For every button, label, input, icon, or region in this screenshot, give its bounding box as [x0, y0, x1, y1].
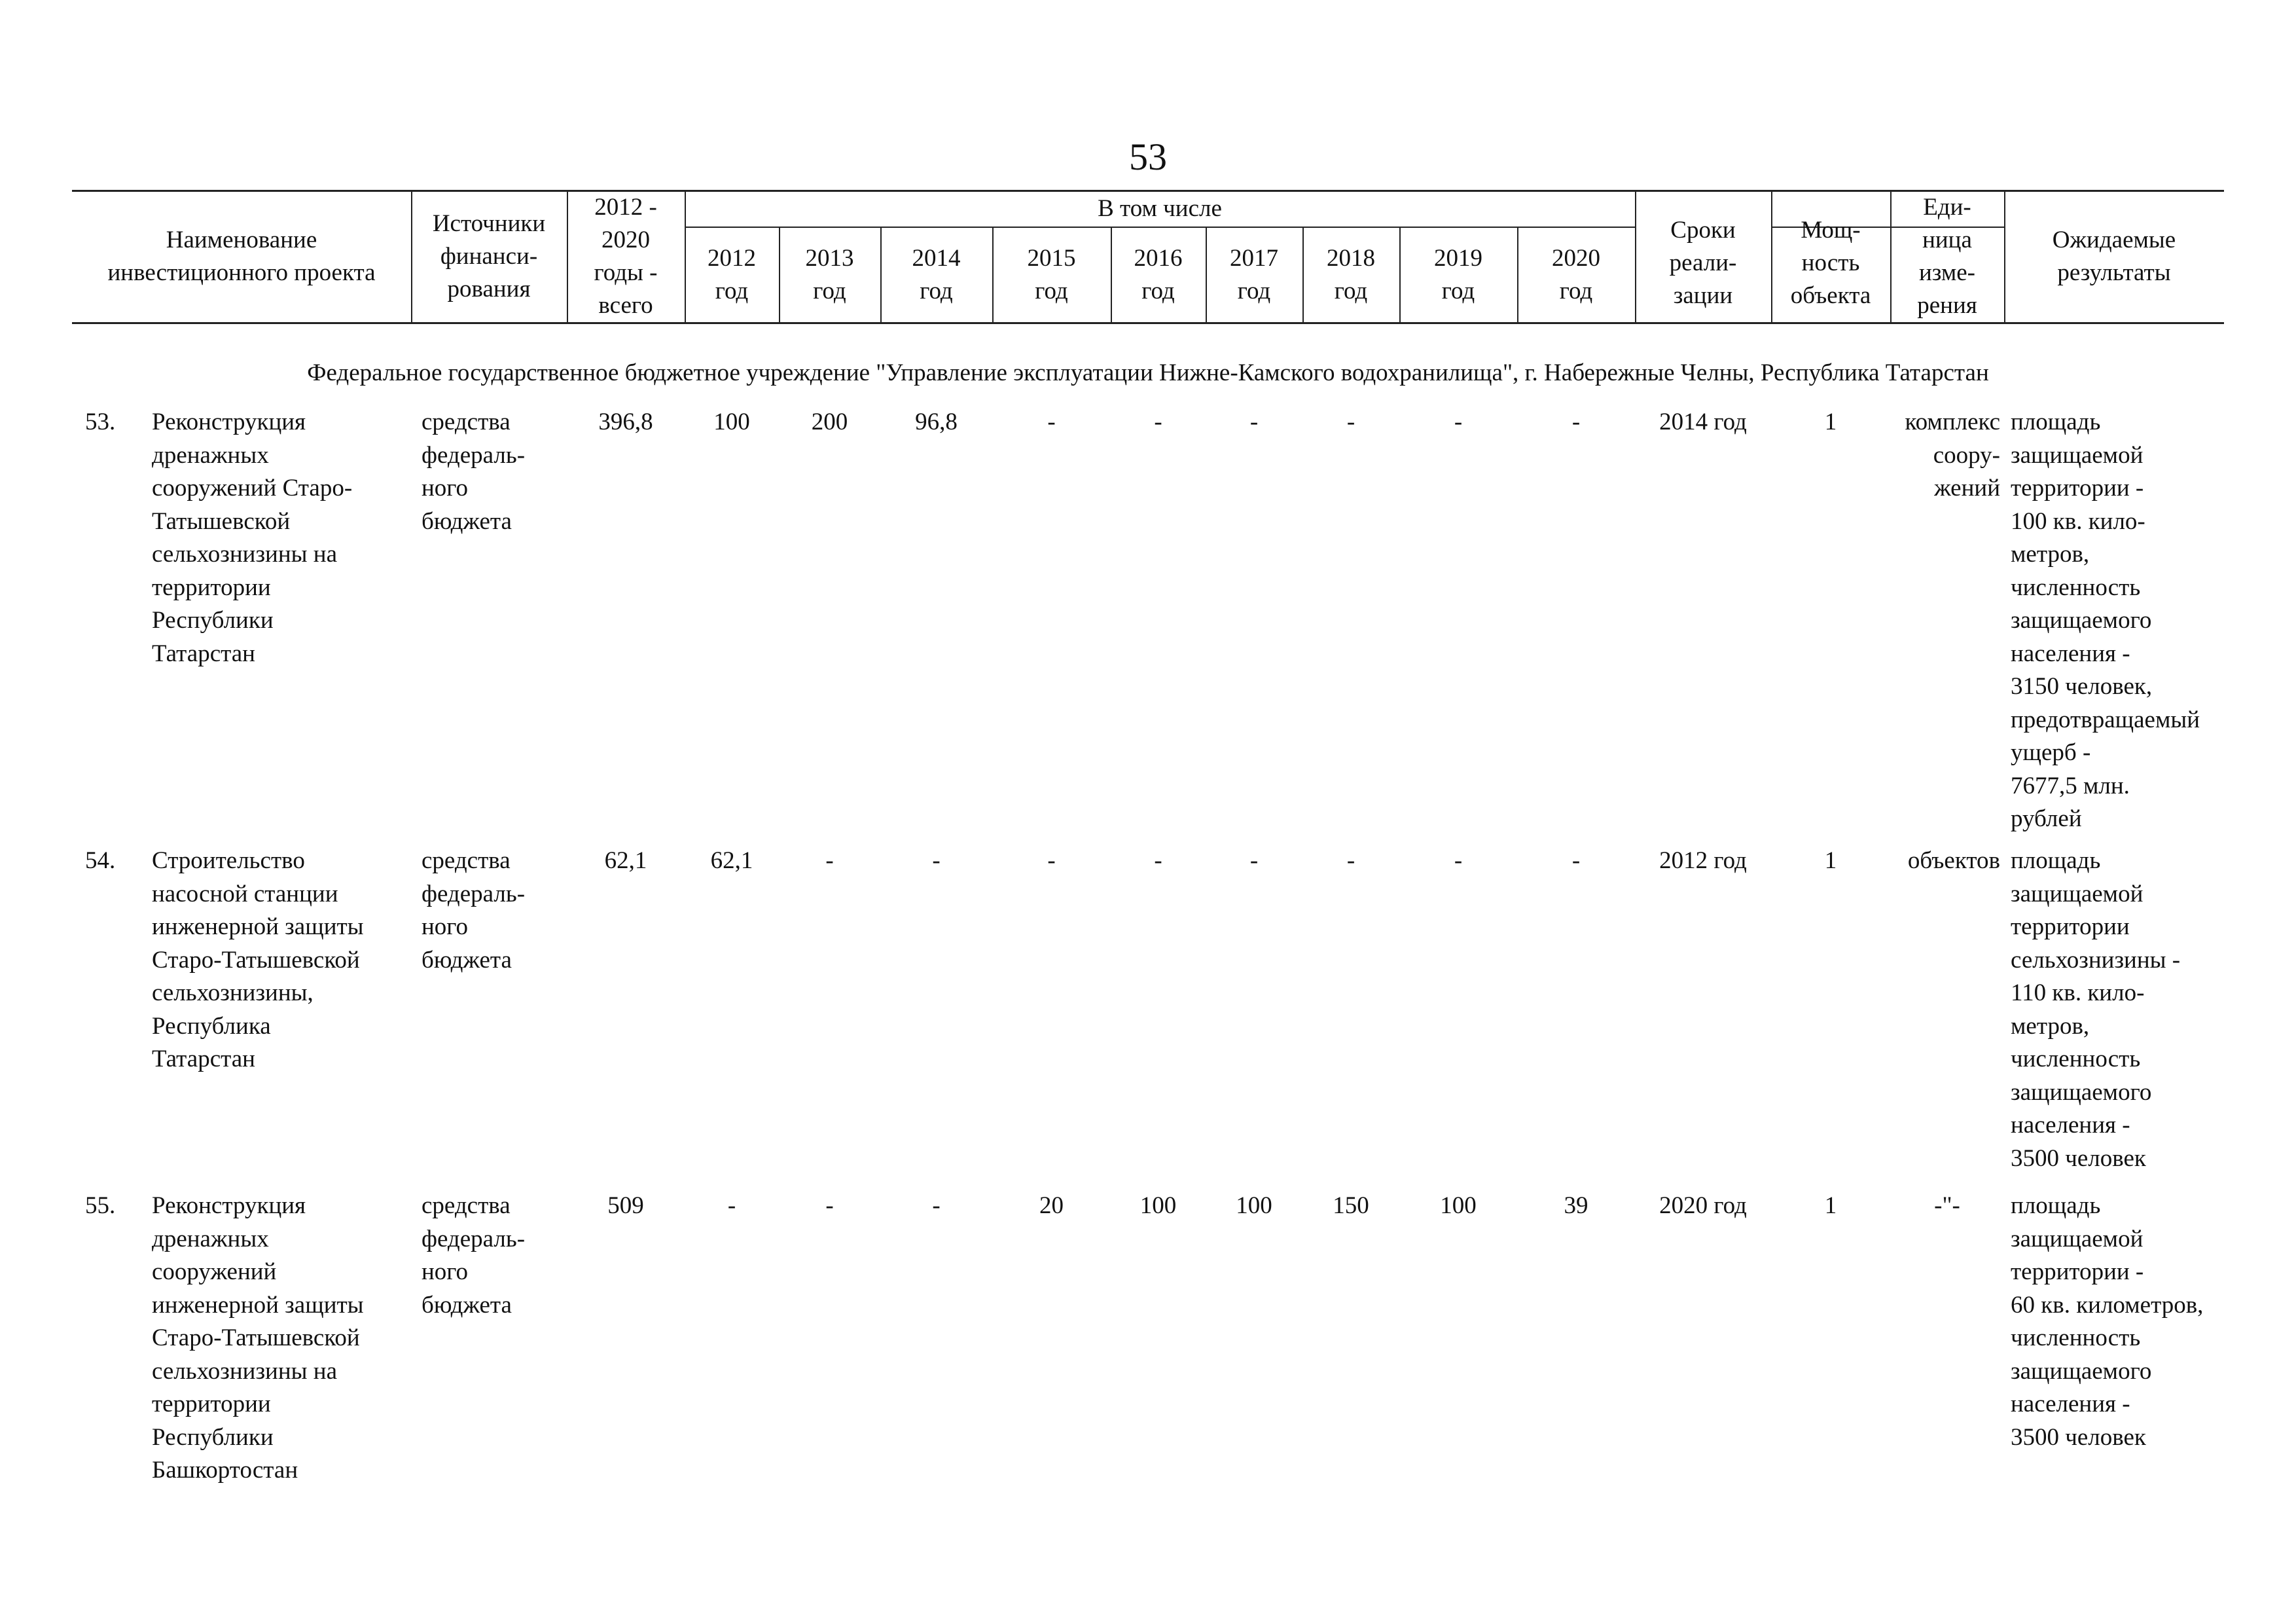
object-capacity: 1 — [1824, 1192, 1837, 1219]
object-capacity: 1 — [1824, 409, 1837, 435]
measure-unit: комплекс соору- жений — [1905, 409, 2000, 501]
year-value: - — [1154, 847, 1162, 874]
year-value: - — [1249, 847, 1259, 874]
project-name: Строительство насосной станции инженерной защиты Старо-Татышевской сельхознизины, Республика Татарстан — [152, 847, 364, 1072]
header-capacity: Мощ- ность объекта — [1790, 217, 1871, 309]
year-value: 200 — [811, 409, 848, 435]
object-capacity: 1 — [1824, 847, 1837, 874]
year-value: - — [1571, 409, 1581, 435]
funding-source: средства федераль- ного бюджета — [422, 847, 526, 974]
header-bottom-rule — [72, 322, 2224, 324]
year-value: 100 — [1440, 1192, 1477, 1219]
row-number: 53. — [85, 409, 116, 435]
row-number: 55. — [85, 1192, 116, 1219]
expected-results: площадь защищаемой территории - 100 кв. кило- метров, численность защищаемого населения - 3150 человек, предотвращаемый ущерб - 7677,5 млн. рублей — [2011, 409, 2200, 832]
measure-unit: объектов — [1907, 847, 2000, 874]
year-value: - — [1346, 847, 1355, 874]
year-value: 150 — [1333, 1192, 1369, 1219]
header-name: Наименование инвестиционного проекта — [107, 227, 376, 286]
total-amount: 62,1 — [604, 847, 647, 874]
header-year: 2017 год — [1230, 244, 1278, 304]
year-value: 100 — [1236, 1192, 1272, 1219]
expected-results: площадь защищаемой территории - 60 кв. километров, численность защищаемого населения - 3500 человек — [2011, 1192, 2204, 1451]
year-value: - — [932, 1192, 941, 1219]
row-number: 54. — [85, 847, 116, 874]
total-amount: 396,8 — [598, 409, 653, 435]
year-value: - — [1249, 409, 1259, 435]
page-number: 53 — [1129, 136, 1167, 178]
header-year: 2013 год — [805, 244, 854, 304]
project-name: Реконструкция дренажных сооружений инженерной защиты Старо-Татышевской сельхознизины на территории Республики Башкортостан — [152, 1192, 364, 1484]
header-including: В том числе — [1098, 195, 1222, 222]
completion-term: 2020 год — [1659, 1192, 1747, 1219]
project-name: Реконструкция дренажных сооружений Старо- Татышевской сельхознизины на территории Республики Татарстан — [152, 409, 353, 667]
funding-source: средства федераль- ного бюджета — [422, 1192, 526, 1319]
header-year: 2020 год — [1552, 244, 1600, 304]
year-value: 100 — [713, 409, 750, 435]
year-value: - — [825, 1192, 834, 1219]
measure-unit: -"- — [1934, 1192, 1960, 1219]
organization-title: Федеральное государственное бюджетное учреждение "Управление эксплуатации Нижне-Камского водохранилища", г. Набережные Челны, Республика Татарстан — [307, 359, 1989, 386]
header-year: 2016 год — [1134, 244, 1183, 304]
year-value: 20 — [1039, 1192, 1064, 1219]
year-value: 100 — [1139, 1192, 1177, 1219]
year-value: - — [932, 847, 941, 874]
header-terms: Сроки реали- зации — [1669, 217, 1737, 309]
header-sources: Источники финанси- рования — [432, 210, 546, 302]
year-value: 96,8 — [915, 409, 958, 435]
year-value: - — [1454, 847, 1463, 874]
year-value: - — [1346, 409, 1355, 435]
completion-term: 2014 год — [1659, 409, 1747, 435]
header-year: 2019 год — [1434, 244, 1482, 304]
year-value: - — [825, 847, 834, 874]
year-value: 39 — [1564, 1192, 1588, 1219]
header-year: 2015 год — [1027, 244, 1076, 304]
header-year: 2018 год — [1327, 244, 1375, 304]
year-value: - — [1154, 409, 1162, 435]
completion-term: 2012 год — [1659, 847, 1747, 874]
header-year: 2014 год — [912, 244, 961, 304]
funding-source: средства федераль- ного бюджета — [422, 409, 526, 535]
year-value: - — [1047, 847, 1056, 874]
year-value: - — [727, 1192, 736, 1219]
header-year: 2012 год — [708, 244, 756, 304]
expected-results: площадь защищаемой территории сельхознизины - 110 кв. кило- метров, численность защищаемого населения - 3500 человек — [2011, 847, 2181, 1172]
year-value: - — [1571, 847, 1581, 874]
year-value: - — [1047, 409, 1056, 435]
total-amount: 509 — [607, 1192, 644, 1219]
year-value: - — [1454, 409, 1463, 435]
header-unit: Еди- ница изме- рения — [1917, 194, 1977, 319]
header-total: 2012 - 2020 годы - всего — [594, 194, 658, 319]
header-results: Ожидаемые результаты — [2052, 227, 2176, 286]
year-value: 62,1 — [710, 847, 753, 874]
